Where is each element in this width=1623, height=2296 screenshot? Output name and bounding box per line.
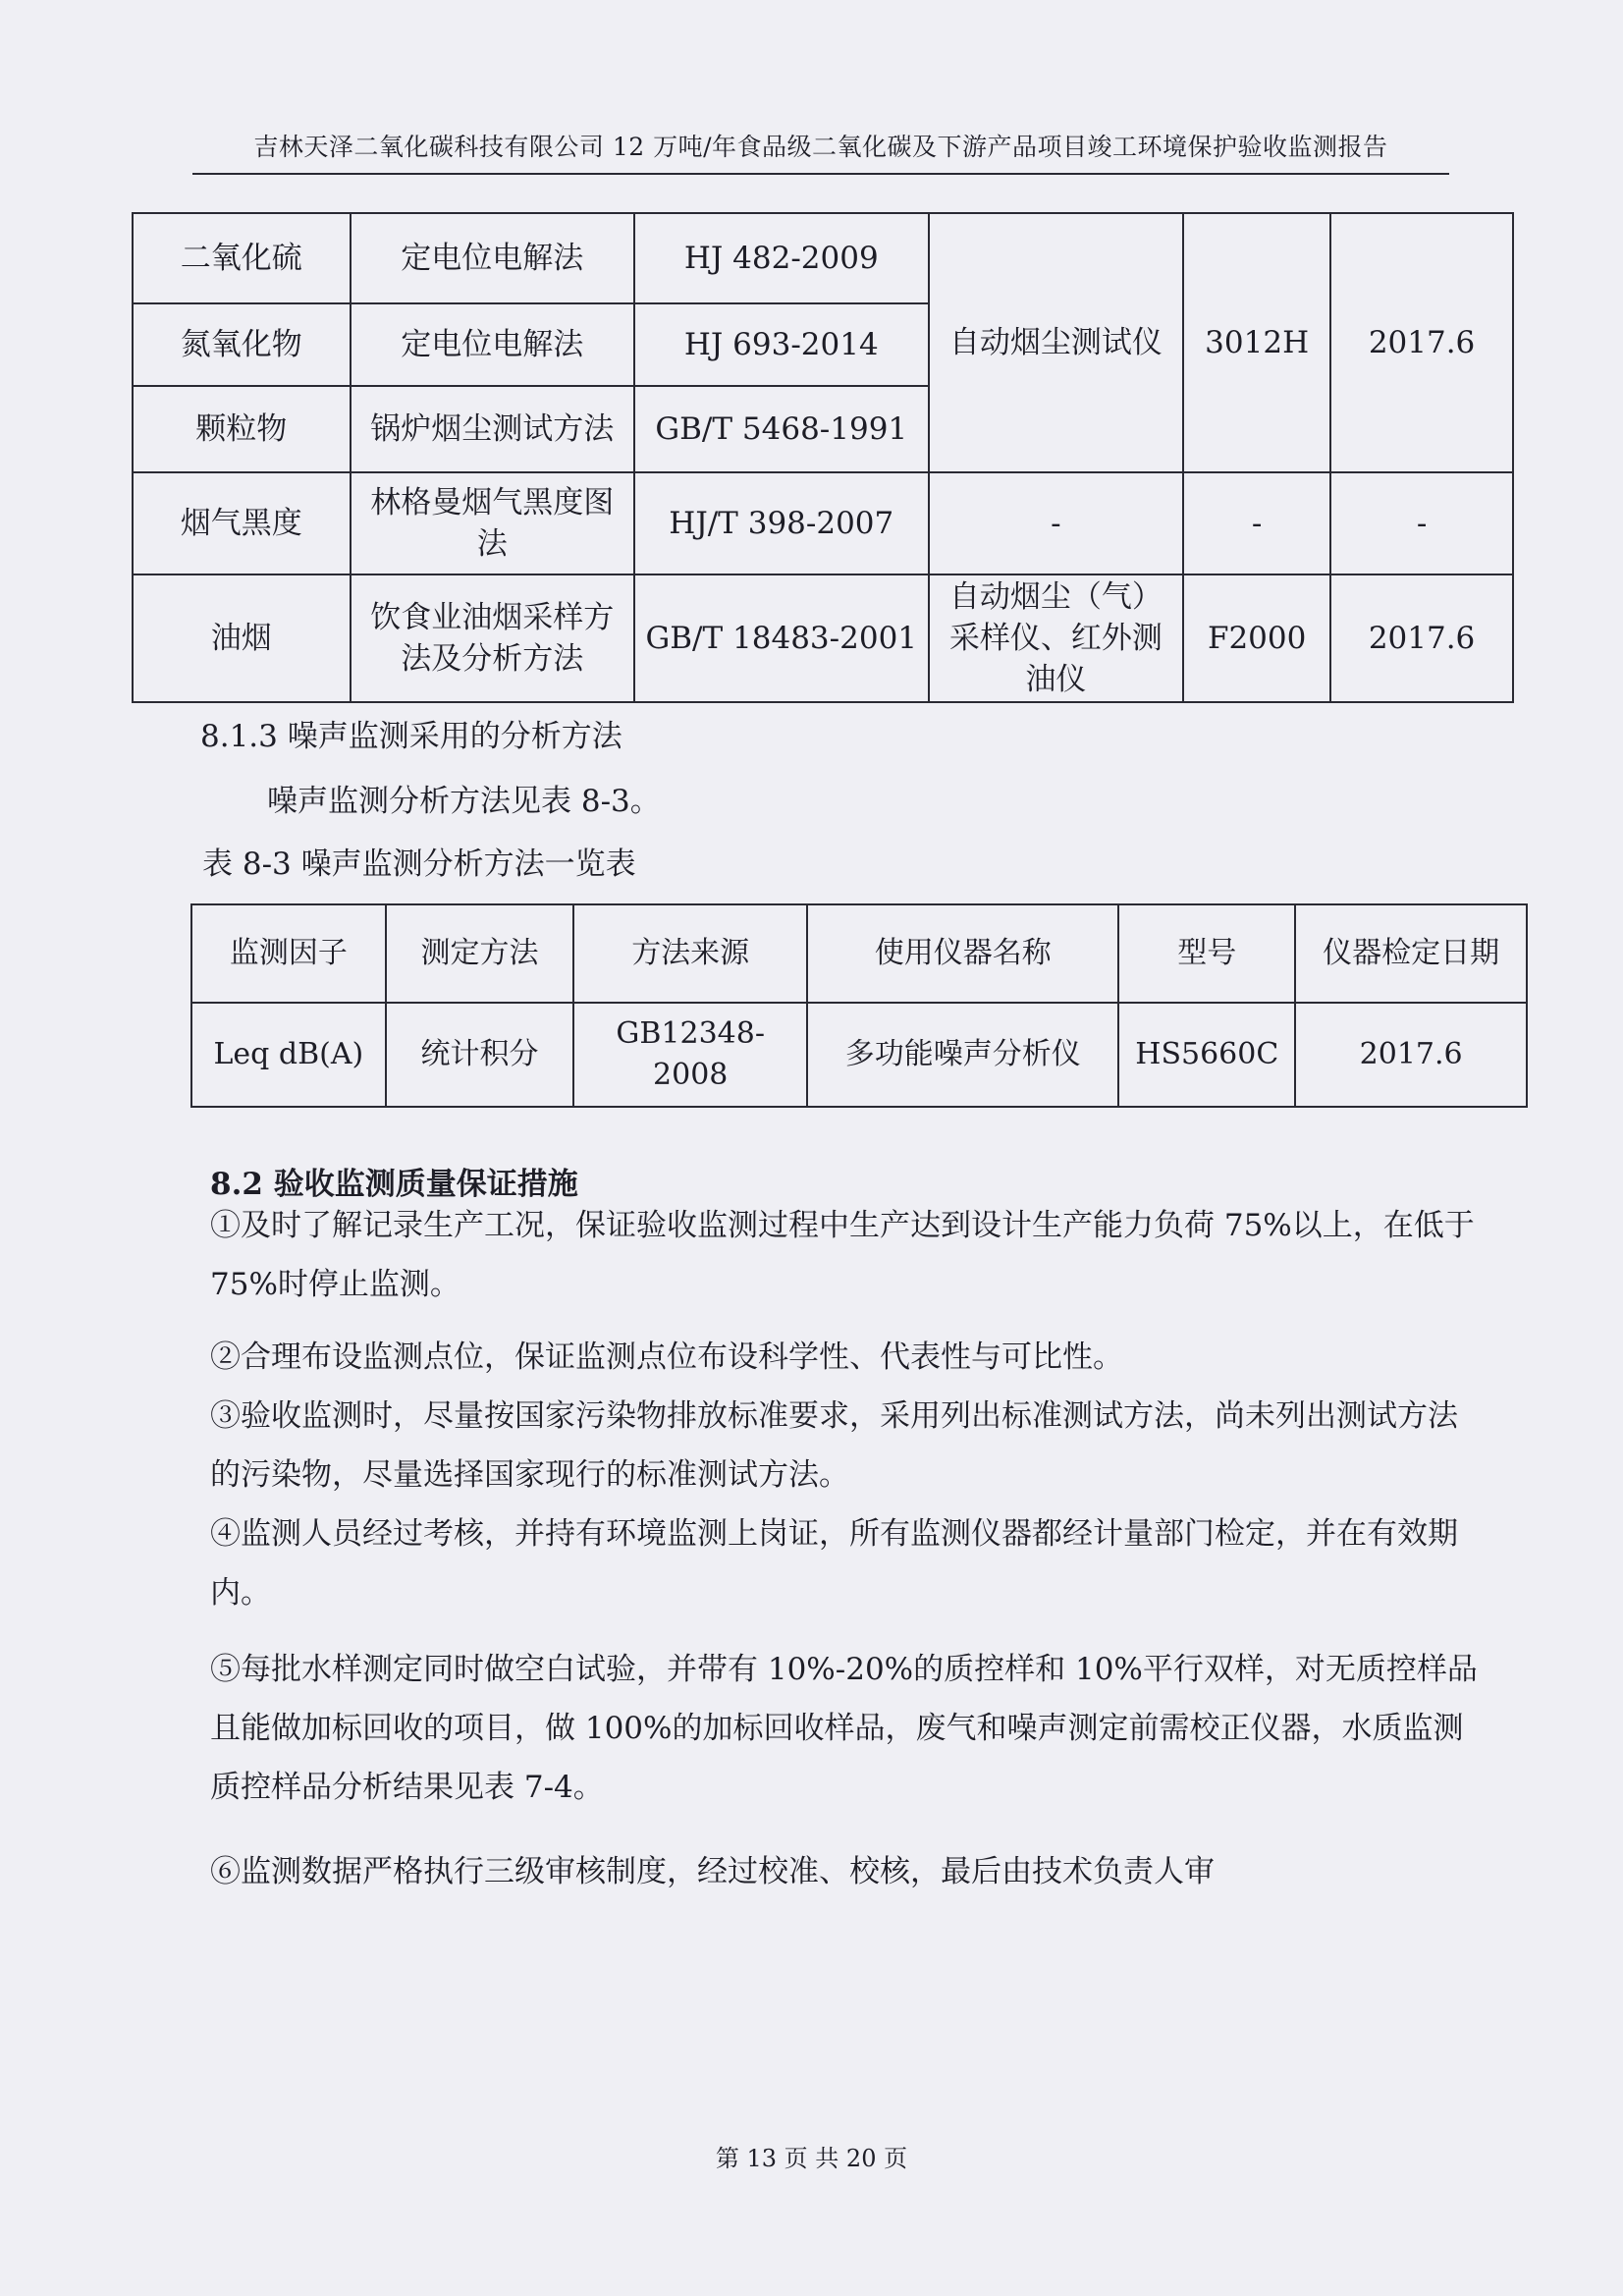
list-item: ①及时了解记录生产工况，保证验收监测过程中生产达到设计生产能力负荷 75%以上，在低于 75%时停止监测。	[210, 1208, 1475, 1302]
table-cell: 二氧化硫	[133, 213, 351, 303]
noise-method-table	[190, 903, 1528, 1108]
table-cell: 2017.6	[1330, 574, 1513, 702]
list-item: ③验收监测时，尽量按国家污染物排放标准要求，采用列出标准测试方法，尚未列出测试方法的污染物，尽量选择国家现行的标准测试方法。	[210, 1398, 1458, 1493]
table-cell: 自动烟尘测试仪	[929, 213, 1184, 472]
report-header: 吉林天泽二氧化碳科技有限公司 12 万吨/年食品级二氧化碳及下游产品项目竣工环境保护验收监测报告	[192, 128, 1449, 175]
section-heading-8-2: 8.2 验收监测质量保证措施	[210, 1167, 578, 1202]
table-cell: 饮食业油烟采样方法及分析方法	[351, 574, 634, 702]
column-header: 测定方法	[386, 904, 574, 1003]
table-cell: 定电位电解法	[351, 213, 634, 303]
table-cell: GB/T 5468-1991	[634, 386, 929, 472]
table-row	[133, 574, 1513, 702]
table-cell: 林格曼烟气黑度图法	[351, 472, 634, 574]
table-cell: 颗粒物	[133, 386, 351, 472]
table-row	[133, 472, 1513, 574]
table-cell: F2000	[1183, 574, 1330, 702]
table-cell: HS5660C	[1118, 1003, 1295, 1107]
column-header: 监测因子	[191, 904, 386, 1003]
list-item: ②合理布设监测点位，保证监测点位布设科学性、代表性与可比性。	[210, 1339, 1123, 1375]
page-number: 第 13 页 共 20 页	[715, 2145, 908, 2172]
column-header: 型号	[1118, 904, 1295, 1003]
table-cell: Leq dB(A)	[191, 1003, 386, 1107]
table-cell: 氮氧化物	[133, 303, 351, 386]
table-cell: -	[929, 472, 1184, 574]
table-cell: 定电位电解法	[351, 303, 634, 386]
table-cell: 油烟	[133, 574, 351, 702]
column-header: 使用仪器名称	[807, 904, 1118, 1003]
table-cell: 锅炉烟尘测试方法	[351, 386, 634, 472]
table-row	[191, 1003, 1527, 1107]
table-cell: 统计积分	[386, 1003, 574, 1107]
section-body: 噪声监测分析方法见表 8-3。	[267, 784, 661, 819]
column-header: 方法来源	[573, 904, 807, 1003]
list-item: ⑤每批水样测定同时做空白试验，并带有 10%-20%的质控样和 10%平行双样，对无质控样品且能做加标回收的项目，做 100%的加标回收样品，废气和噪声测定前需校正仪器，水质监测质控样品分析结果见表 7-4。	[210, 1652, 1478, 1805]
table-cell: 自动烟尘（气）采样仪、红外测油仪	[929, 574, 1184, 702]
table-cell: 2017.6	[1330, 213, 1513, 472]
table-cell: 多功能噪声分析仪	[807, 1003, 1118, 1107]
table-cell: -	[1330, 472, 1513, 574]
gas-method-table	[132, 212, 1514, 703]
table-row	[133, 213, 1513, 303]
table-cell: 3012H	[1183, 213, 1330, 472]
table-cell: 2017.6	[1295, 1003, 1527, 1107]
table-cell: HJ 482-2009	[634, 213, 929, 303]
table-cell: GB12348-2008	[573, 1003, 807, 1107]
section-heading-8-1-3: 8.1.3 噪声监测采用的分析方法	[200, 719, 622, 754]
list-item: ④监测人员经过考核，并持有环境监测上岗证，所有监测仪器都经计量部门检定，并在有效期内。	[210, 1516, 1458, 1611]
table-cell: -	[1183, 472, 1330, 574]
table-header-row	[191, 904, 1527, 1003]
list-item: ⑥监测数据严格执行三级审核制度，经过校准、校核，最后由技术负责人审	[210, 1854, 1215, 1889]
column-header: 仪器检定日期	[1295, 904, 1527, 1003]
table-cell: HJ/T 398-2007	[634, 472, 929, 574]
table-cell: HJ 693-2014	[634, 303, 929, 386]
table-caption: 表 8-3 噪声监测分析方法一览表	[202, 847, 636, 882]
table-cell: 烟气黑度	[133, 472, 351, 574]
table-cell: GB/T 18483-2001	[634, 574, 929, 702]
